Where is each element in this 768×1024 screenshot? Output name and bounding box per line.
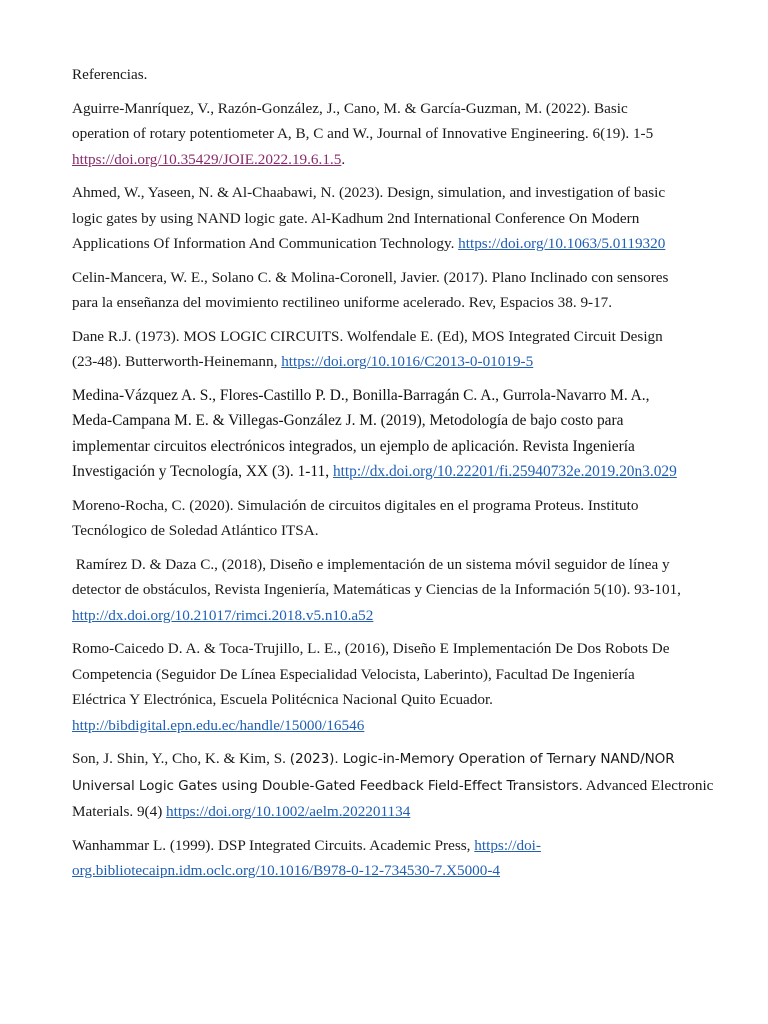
reference-ramirez (72, 552, 712, 629)
document-page (72, 62, 712, 892)
reference-aguirre (72, 96, 712, 173)
reference-text: Investigación y Tecnología, XX (3). 1-11, (72, 463, 333, 480)
reference-line: Celin-Mancera, W. E., Solano C. & Molina-Coronell, Javier. (2017). Plano Inclinado con sensores (72, 268, 669, 286)
reference-text: Materials. 9(4) (72, 803, 167, 820)
reference-romo (72, 636, 712, 738)
doi-link[interactable]: https://doi.org/10.1002/aelm.202201134 (166, 803, 411, 820)
reference-text: Applications Of Information And Communication Technology. (72, 235, 459, 252)
reference-line: implementar circuitos electrónicos integrados, un ejemplo de aplicación. Revista Ingeniería (72, 437, 635, 455)
reference-celin (72, 265, 712, 316)
reference-line: Aguirre-Manríquez, V., Razón-González, J., Cano, M. & García-Guzman, M. (2022). Basic (72, 99, 628, 117)
reference-dane (72, 324, 712, 375)
reference-ahmed (72, 180, 712, 257)
reference-line (72, 231, 712, 257)
reference-text: Wanhammar L. (1999). DSP Integrated Circuits. Academic Press, (72, 836, 475, 854)
reference-line: Medina-Vázquez A. S., Flores-Castillo P. D., Bonilla-Barragán C. A., Gurrola-Navarro M. A., (72, 386, 650, 404)
reference-text: Son, J. Shin, Y., Cho, K. & Kim, S. (72, 750, 290, 767)
reference-line (72, 746, 712, 773)
doi-link[interactable]: https://doi.org/10.1016/C2013-0-01019-5 (281, 353, 534, 370)
reference-line: Ramírez D. & Daza C., (2018), Diseño e implementación de un sistema móvil seguidor de línea y (72, 555, 670, 573)
reference-line (72, 349, 712, 375)
doi-link[interactable]: http://dx.doi.org/10.21017/rimci.2018.v5.n10.a52 (72, 606, 374, 624)
reference-line: operation of rotary potentiometer A, B, C and W., Journal of Innovative Engineering. 6(19). 1-5 (72, 125, 654, 142)
reference-line (72, 147, 712, 173)
reference-son (72, 746, 712, 825)
doi-link[interactable]: https://doi.org/10.1063/5.0119320 (458, 235, 666, 252)
reference-line (72, 833, 712, 859)
link-suffix: . (341, 150, 346, 168)
reference-line: para la enseñanza del movimiento rectilineo uniforme acelerado. Rev, Espacios 38. 9-17. (72, 294, 613, 311)
reference-line (72, 858, 712, 884)
reference-line: Ahmed, W., Yaseen, N. & Al-Chaabawi, N. (2023). Design, simulation, and investigation of basic (72, 184, 666, 201)
reference-line: Competencia (Seguidor De Línea Especialidad Velocista, Laberinto), Facultad De Ingeniería (72, 665, 635, 683)
reference-line: detector de obstáculos, Revista Ingeniería, Matemáticas y Ciencias de la Información 5(10). 93-101, (72, 581, 681, 598)
doi-link-part[interactable]: org.bibliotecaipn.idm.oclc.org/10.1016/B978-0-12-734530-7.X5000-4 (72, 862, 501, 879)
reference-line (72, 713, 712, 739)
reference-line: Meda-Campana M. E. & Villegas-González J. M. (2019), Metodología de bajo costo para (72, 412, 624, 429)
reference-line (72, 773, 712, 800)
reference-medina (72, 383, 712, 485)
reference-line: Romo-Caicedo D. A. & Toca-Trujillo, L. E., (2016), Diseño E Implementación De Dos Robots De (72, 640, 670, 657)
reference-line: Moreno-Rocha, C. (2020). Simulación de circuitos digitales en el programa Proteus. Instituto (72, 496, 639, 514)
reference-line (72, 799, 712, 825)
reference-text: (23-48). Butterworth-Heinemann, (72, 353, 282, 370)
reference-text: Advanced Electronic (582, 776, 714, 794)
doi-link[interactable]: http://dx.doi.org/10.22201/fi.25940732e.2019.20n3.029 (332, 463, 677, 480)
reference-line: Eléctrica Y Electrónica, Escuela Politécnica Nacional Quito Ecuador. (72, 691, 493, 708)
reference-line: Tecnólogico de Soledad Atlántico ITSA. (72, 522, 319, 539)
reference-moreno (72, 493, 712, 544)
reference-text: (2023). Logic-in-Memory Operation of Ternary NAND/NOR (289, 751, 675, 767)
references-heading: Referencias. (72, 66, 148, 83)
reference-text: Universal Logic Gates using Double-Gated Feedback Field-Effect Transistors. (72, 777, 583, 794)
reference-line (72, 459, 712, 485)
handle-link[interactable]: http://bibdigital.epn.edu.ec/handle/15000/16546 (72, 716, 365, 734)
doi-link-part[interactable]: https://doi- (474, 836, 541, 854)
reference-line: logic gates by using NAND logic gate. Al-Kadhum 2nd International Conference On Modern (72, 209, 640, 227)
doi-link[interactable]: https://doi.org/10.35429/JOIE.2022.19.6.1.5 (72, 150, 342, 168)
reference-line (72, 603, 712, 629)
reference-line: Dane R.J. (1973). MOS LOGIC CIRCUITS. Wolfendale E. (Ed), MOS Integrated Circuit Design (72, 327, 663, 345)
reference-wanhammar (72, 833, 712, 884)
